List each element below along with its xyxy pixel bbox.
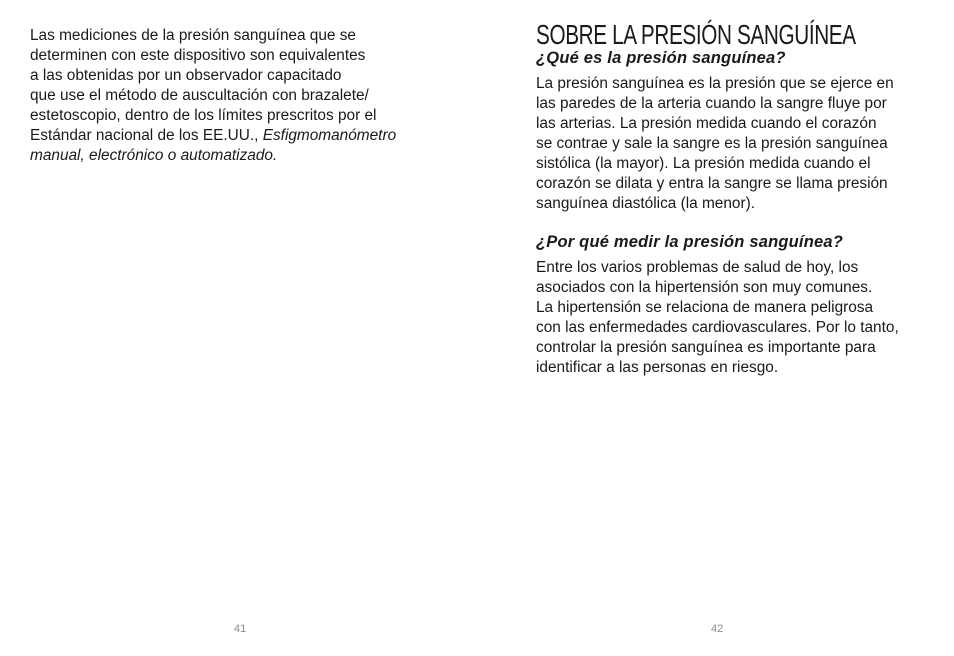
standard-title-italic-continued: manual, electrónico o automatizado. [30,147,278,164]
left-paragraph-line-6 [30,126,396,146]
paragraph-line: sistólica (la mayor). La presión medida cuando el [536,155,871,172]
paragraph-line: La presión sanguínea es la presión que se ejerce en [536,75,894,92]
paragraph-line: asociados con la hipertensión son muy comunes. [536,279,873,296]
left-paragraph-line-7 [30,146,396,166]
paragraph-line: las arterias. La presión medida cuando el corazón [536,115,877,132]
paragraph-line: controlar la presión sanguínea es importante para [536,339,876,356]
standard-reference-text: Estándar nacional de los EE.UU., [30,127,263,144]
left-paragraph-line: Las mediciones de la presión sanguínea que se [30,27,356,44]
page-title: SOBRE LA PRESIÓN SANGUÍNEA [536,19,856,50]
paragraph-line: corazón se dilata y entra la sangre se llama presión [536,175,888,192]
left-paragraph-line: estetoscopio, dentro de los límites prescritos por el [30,107,377,124]
section-heading-what-is: ¿Qué es la presión sanguínea? [536,49,786,67]
section-paragraph-what-is [536,74,894,214]
left-paragraph-line: determinen con este dispositivo son equivalentes [30,47,366,64]
paragraph-line: se contrae y sale la sangre es la presión sanguínea [536,135,888,152]
left-paragraph-line: a las obtenidas por un observador capacitado [30,67,342,84]
paragraph-line: las paredes de la arteria cuando la sangre fluye por [536,95,887,112]
paragraph-line: sanguínea diastólica (la menor). [536,195,756,212]
paragraph-line: identificar a las personas en riesgo. [536,359,779,376]
section-paragraph-why-measure [536,258,899,378]
left-paragraph-line: que use el método de auscultación con brazalete/ [30,87,369,104]
paragraph-line: con las enfermedades cardiovasculares. Por lo tanto, [536,319,899,336]
left-page-paragraph [30,26,396,166]
page-number-right: 42 [711,623,724,635]
paragraph-line: Entre los varios problemas de salud de hoy, los [536,259,859,276]
page-number-left: 41 [234,623,247,635]
standard-title-italic: Esfigmomanómetro [262,127,397,144]
paragraph-line: La hipertensión se relaciona de manera peligrosa [536,299,874,316]
section-heading-why-measure: ¿Por qué medir la presión sanguínea? [536,233,844,251]
